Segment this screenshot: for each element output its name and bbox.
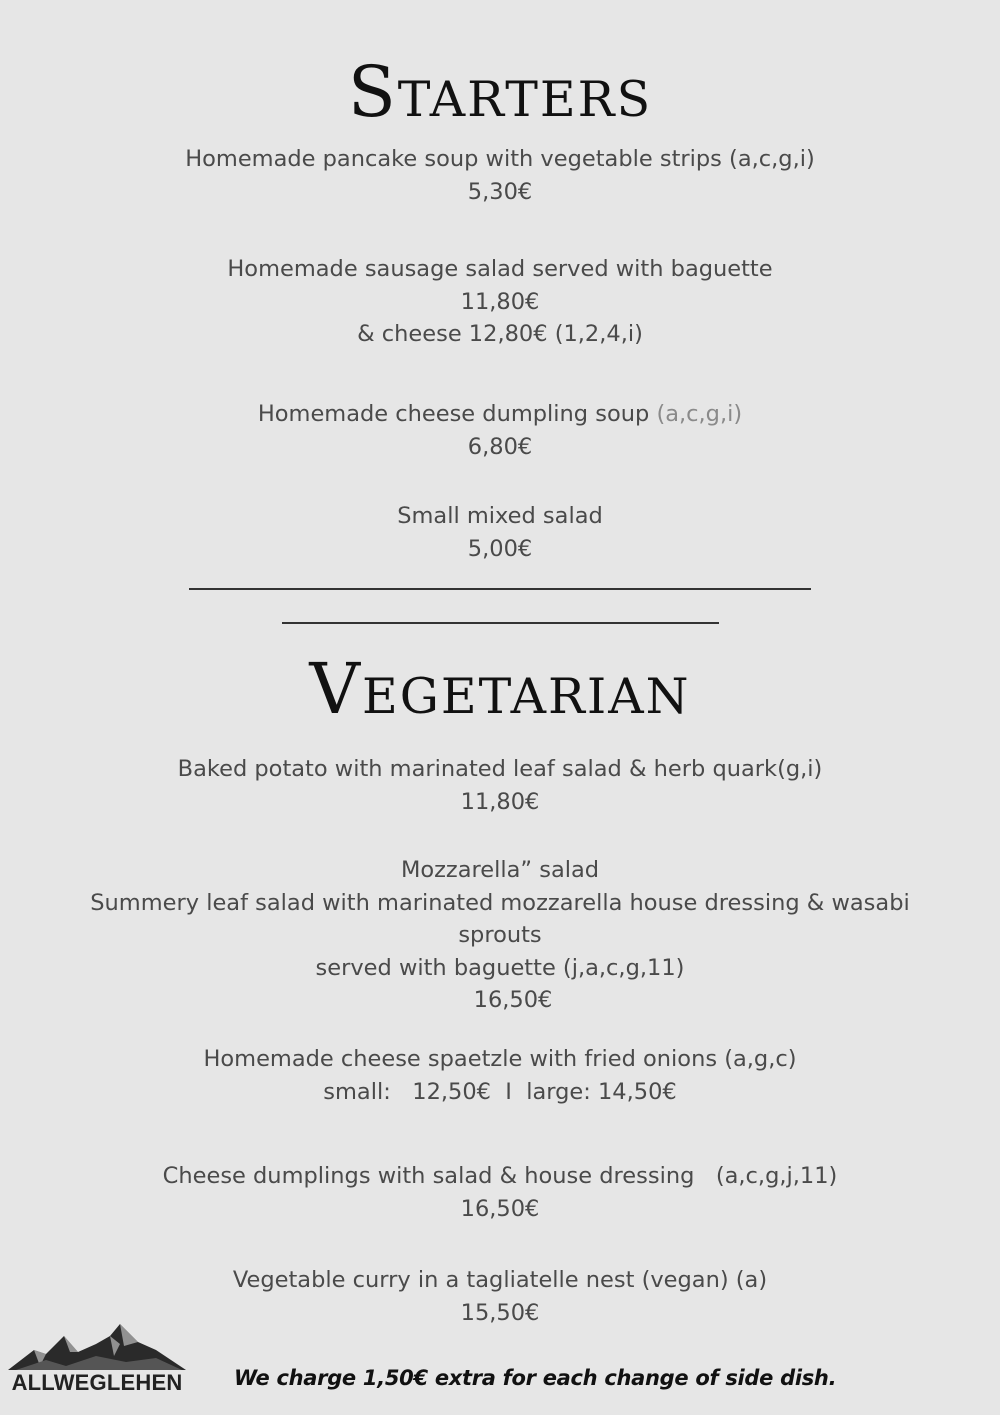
menu-item-pancake-soup	[0, 143, 1000, 208]
section-divider-short	[282, 622, 719, 624]
item-name: Vegetable curry in a tagliatelle nest (vegan) (a)	[232, 1267, 768, 1293]
item-price: small: 12,50€ I large: 14,50€	[323, 1078, 677, 1105]
item-name: Baked potato with marinated leaf salad & herb quark(g,i)	[177, 756, 823, 782]
starters-heading: Starters	[347, 51, 653, 133]
menu-item-small-mixed-salad	[0, 500, 1000, 565]
item-price: 5,30€	[467, 178, 533, 205]
item-price: 6,80€	[467, 433, 533, 460]
menu-item-cheese-dumpling-soup	[0, 398, 1000, 463]
item-description: sprouts	[458, 922, 542, 948]
item-name: Small mixed salad	[397, 503, 603, 529]
item-name: Homemade pancake soup with vegetable strips (a,c,g,i)	[185, 146, 815, 172]
item-description: served with baguette (j,a,c,g,11)	[315, 954, 685, 981]
section-divider-long	[189, 588, 811, 590]
logo-text: ALLWEGLEHEN	[11, 1370, 183, 1395]
item-description: Summery leaf salad with marinated mozzarella house dressing & wasabi	[90, 889, 910, 916]
item-price: 5,00€	[467, 535, 533, 562]
item-price: 11,80€	[460, 788, 540, 815]
menu-item-sausage-salad	[0, 253, 1000, 351]
item-name: Homemade cheese dumpling soup	[257, 401, 657, 427]
menu-item-cheese-dumplings	[0, 1160, 1000, 1225]
item-price-variant: & cheese 12,80€ (1,2,4,i)	[357, 321, 643, 347]
menu-item-vegetable-curry	[0, 1264, 1000, 1329]
item-price: 15,50€	[460, 1299, 540, 1326]
item-allergens: (a,c,g,i)	[656, 401, 743, 427]
footer-note: We charge 1,50€ extra for each change of side dish.	[234, 1366, 837, 1390]
logo	[6, 1322, 188, 1402]
item-name-line	[0, 398, 1000, 431]
item-name: Homemade cheese spaetzle with fried onions (a,g,c)	[203, 1046, 797, 1072]
vegetarian-heading: Vegetarian	[309, 648, 691, 730]
mountain-icon	[6, 1322, 188, 1372]
item-name: Cheese dumplings with salad & house dressing (a,c,g,j,11)	[162, 1163, 838, 1189]
item-name: Homemade sausage salad served with baguette	[227, 256, 773, 282]
item-price: 16,50€	[460, 1195, 540, 1222]
menu-item-mozzarella-salad	[0, 854, 1000, 1017]
item-name: Mozzarella” salad	[400, 857, 600, 883]
menu-item-baked-potato	[0, 753, 1000, 818]
menu-item-cheese-spaetzle	[0, 1043, 1000, 1108]
item-price: 11,80€	[460, 288, 540, 315]
item-price: 16,50€	[473, 987, 553, 1013]
